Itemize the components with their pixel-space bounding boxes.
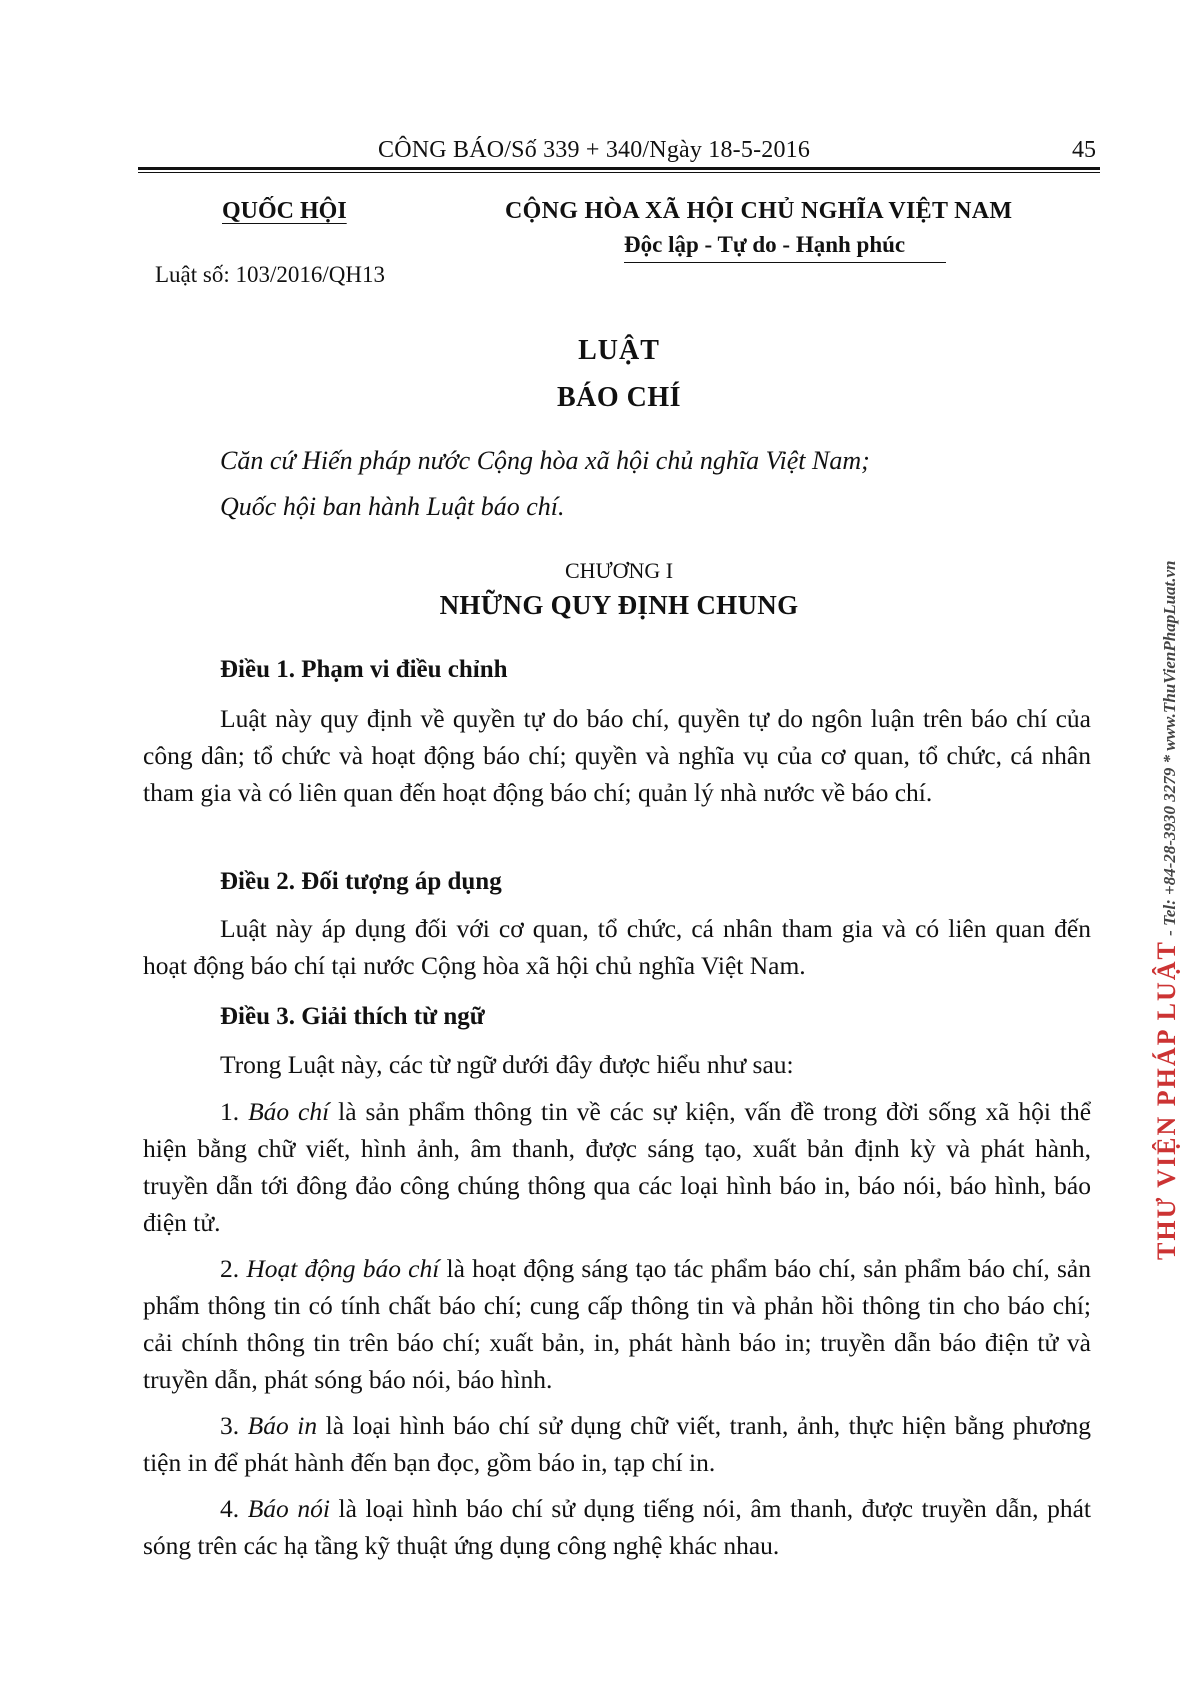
defined-term: Báo in (247, 1411, 318, 1440)
article-heading: Điều 1. Phạm vi điều chỉnh (220, 656, 508, 683)
chapter-title: NHỮNG QUY ĐỊNH CHUNG (439, 590, 799, 620)
defined-term: Báo nói (247, 1494, 330, 1523)
article-intro: Trong Luật này, các từ ngữ dưới đây được hiểu như sau: (220, 1050, 794, 1079)
article-body: Luật này quy định về quyền tự do báo chí, quyền tự do ngôn luận trên báo chí của công dân; tổ chức và hoạt động báo chí; quyền và nghĩa vụ của cơ quan, tổ chức, cá nhân tham gia và có liên quan đến hoạt động báo chí; quản lý nhà nước về báo chí. (143, 704, 1091, 807)
definition-text: là loại hình báo chí sử dụng chữ viết, tranh, ảnh, thực hiện bằng phương tiện in để phát hành đến bạn đọc, gồm báo in, tạp chí in. (143, 1411, 1092, 1477)
law-number: Luật số: 103/2016/QH13 (155, 262, 385, 287)
definition-item (143, 1490, 1091, 1564)
gazette-header (138, 137, 1100, 169)
definition-text: là sản phẩm thông tin về các sự kiện, vấn đề trong đời sống xã hội thể hiện bằng chữ viết, hình ảnh, âm thanh, được sáng tạo, xuất bản định kỳ và phát hành, truyền dẫn tới đông đảo công chúng thông qua các loại hình báo in, báo nói, báo hình, báo điện tử. (143, 1097, 1092, 1237)
article-body: Luật này áp dụng đối với cơ quan, tổ chức, cá nhân tham gia và có liên quan đến hoạt động báo chí tại nước Cộng hòa xã hội chủ nghĩa Việt Nam. (143, 914, 1091, 980)
item-number: 3. (220, 1411, 240, 1440)
preamble-line: Quốc hội ban hành Luật báo chí. (220, 492, 565, 521)
gazette-title: CÔNG BÁO/Số 339 + 340/Ngày 18-5-2016 (378, 137, 811, 163)
preamble-line: Căn cứ Hiến pháp nước Cộng hòa xã hội chủ nghĩa Việt Nam; (220, 446, 870, 475)
publisher-watermark (1152, 460, 1192, 1260)
definition-text: là loại hình báo chí sử dụng tiếng nói, âm thanh, được truyền dẫn, phát sóng trên các hạ tầng kỹ thuật ứng dụng công nghệ khác nhau. (143, 1494, 1092, 1560)
page-number: 45 (1072, 137, 1096, 163)
definition-item (143, 1407, 1091, 1481)
defined-term: Báo chí (248, 1097, 330, 1126)
article-heading: Điều 2. Đối tượng áp dụng (220, 868, 502, 895)
item-number: 4. (220, 1494, 240, 1523)
definition-text: là hoạt động sáng tạo tác phẩm báo chí, sản phẩm báo chí, sản phẩm thông tin có tính chất báo chí; cung cấp thông tin và phản hồi thông tin cho báo chí; cải chính thông tin trên báo chí; xuất bản, in, phát hành báo in; truyền dẫn báo điện tử và truyền dẫn, phát sóng báo nói, báo hình. (143, 1254, 1092, 1394)
defined-term: Hoạt động báo chí (246, 1254, 440, 1283)
item-number: 1. (220, 1097, 240, 1126)
document-title: BÁO CHÍ (556, 382, 682, 413)
issuer-name: QUỐC HỘI (222, 198, 347, 224)
chapter-number: CHƯƠNG I (564, 558, 674, 583)
national-motto: Độc lập - Tự do - Hạnh phúc (624, 232, 906, 257)
country-name: CỘNG HÒA XÃ HỘI CHỦ NGHĨA VIỆT NAM (505, 198, 1013, 224)
definition-item (143, 1250, 1091, 1398)
motto-underline (624, 262, 946, 263)
article-heading: Điều 3. Giải thích từ ngữ (220, 1003, 485, 1030)
item-number: 2. (220, 1254, 240, 1283)
document-type: LUẬT (578, 335, 660, 366)
header-rule (138, 167, 1100, 170)
definition-item (143, 1093, 1091, 1241)
watermark-contact: - Tel: +84-28-3930 3279 * www.ThuVienPhapLuat.vn (1160, 560, 1179, 941)
header-rule-thin (138, 172, 1100, 173)
watermark-brand: THƯ VIỆN PHÁP LUẬT (1152, 940, 1181, 1260)
